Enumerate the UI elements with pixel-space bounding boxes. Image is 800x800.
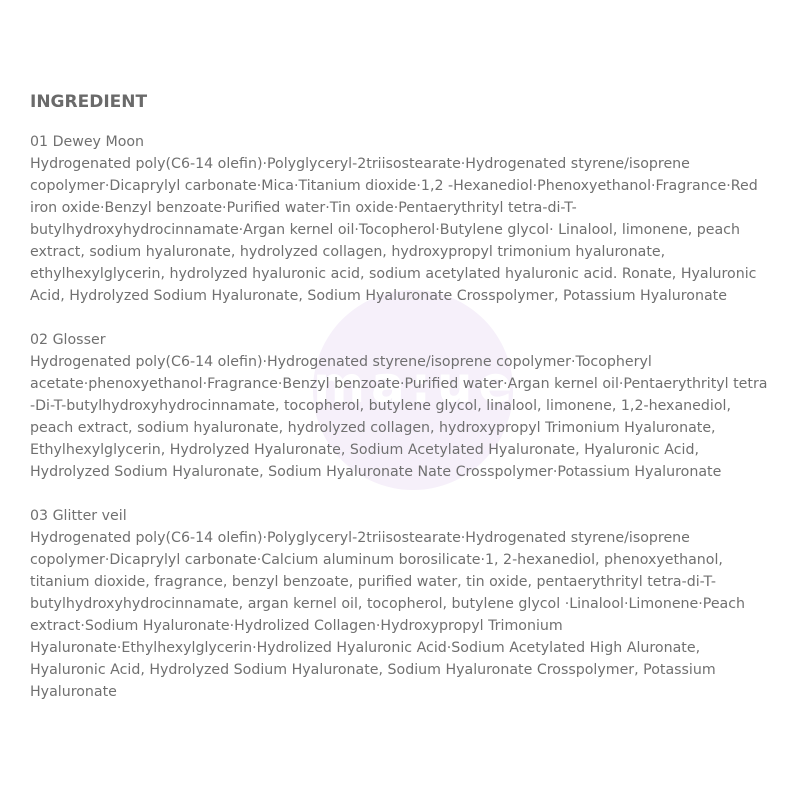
section-ingredients: Hydrogenated poly(C6-14 olefin)·Hydrogenated styrene/isoprene copolymer·Tocopheryl acetate·phenoxyethanol·Fragrance·Benzyl benzoate·Purified water·Argan kernel oil·Pentaerythrityl tetra -Di-T-butylhydroxyhydrocinnamate, tocopherol, butylene glycol, linalool, limonene, 1,2-hexanediol, peach extract, sodium hyaluronate, hydrolyzed collagen, hydroxypropyl Trimonium Hyaluronate, Ethylhexylglycerin, Hydrolyzed Hyaluronate, Sodium Acetylated Hyaluronate, Hyaluronic Acid, Hydrolyzed Sodium Hyaluronate, Sodium Hyaluronate Nate Crosspolymer·Potassium Hyaluronate <box>30 354 768 480</box>
ingredient-section-glitter-veil <box>30 505 775 703</box>
ingredient-section-dewey-moon <box>30 131 775 307</box>
ingredient-content <box>30 88 775 725</box>
section-ingredients: Hydrogenated poly(C6-14 olefin)·Polyglyceryl-2triisostearate·Hydrogenated styrene/isoprene copolymer·Dicaprylyl carbonate·Calcium aluminum borosilicate·1, 2-hexanediol, phenoxyethanol, titanium dioxide, fragrance, benzyl benzoate, purified water, tin oxide, pentaerythrityl tetra-di-T-butylhydroxyhydrocinnamate, argan kernel oil, tocopherol, butylene glycol ·Linalool·Limonene·Peach extract·Sodium Hyaluronate·Hydrolized Collagen·Hydroxypropyl Trimonium Hyaluronate·Ethylhexylglycerin·Hydrolized Hyaluronic Acid·Sodium Acetylated High Aluronate, Hyaluronic Acid, Hydrolyzed Sodium Hyaluronate, Sodium Hyaluronate Crosspolymer, Potassium Hyaluronate <box>30 530 746 700</box>
section-title: 03 Glitter veil <box>30 508 127 524</box>
section-title: 01 Dewey Moon <box>30 134 145 150</box>
section-title: 02 Glosser <box>30 332 106 348</box>
ingredient-section-glosser <box>30 329 775 483</box>
watermark-text: ma:ue <box>313 356 519 414</box>
page-title: INGREDIENT <box>30 92 148 112</box>
section-ingredients: Hydrogenated poly(C6-14 olefin)·Polyglyceryl-2triisostearate·Hydrogenated styrene/isoprene copolymer·Dicaprylyl carbonate·Mica·Titanium dioxide·1,2 -Hexanediol·Phenoxyethanol·Fragrance·Red iron oxide·Benzyl benzoate·Purified water·Tin oxide·Pentaerythrityl tetra-di-T-butylhydroxyhydrocinnamate·Argan kernel oil·Tocopherol·Butylene glycol· Linalool, limonene, peach extract, sodium hyaluronate, hydrolyzed collagen, hydroxypropyl trimonium hyaluronate, ethylhexylglycerin, hydrolyzed hyaluronic acid, sodium acetylated hyaluronic acid. Ronate, Hyaluronic Acid, Hydrolyzed Sodium Hyaluronate, Sodium Hyaluronate Crosspolymer, Potassium Hyaluronate <box>30 156 758 304</box>
